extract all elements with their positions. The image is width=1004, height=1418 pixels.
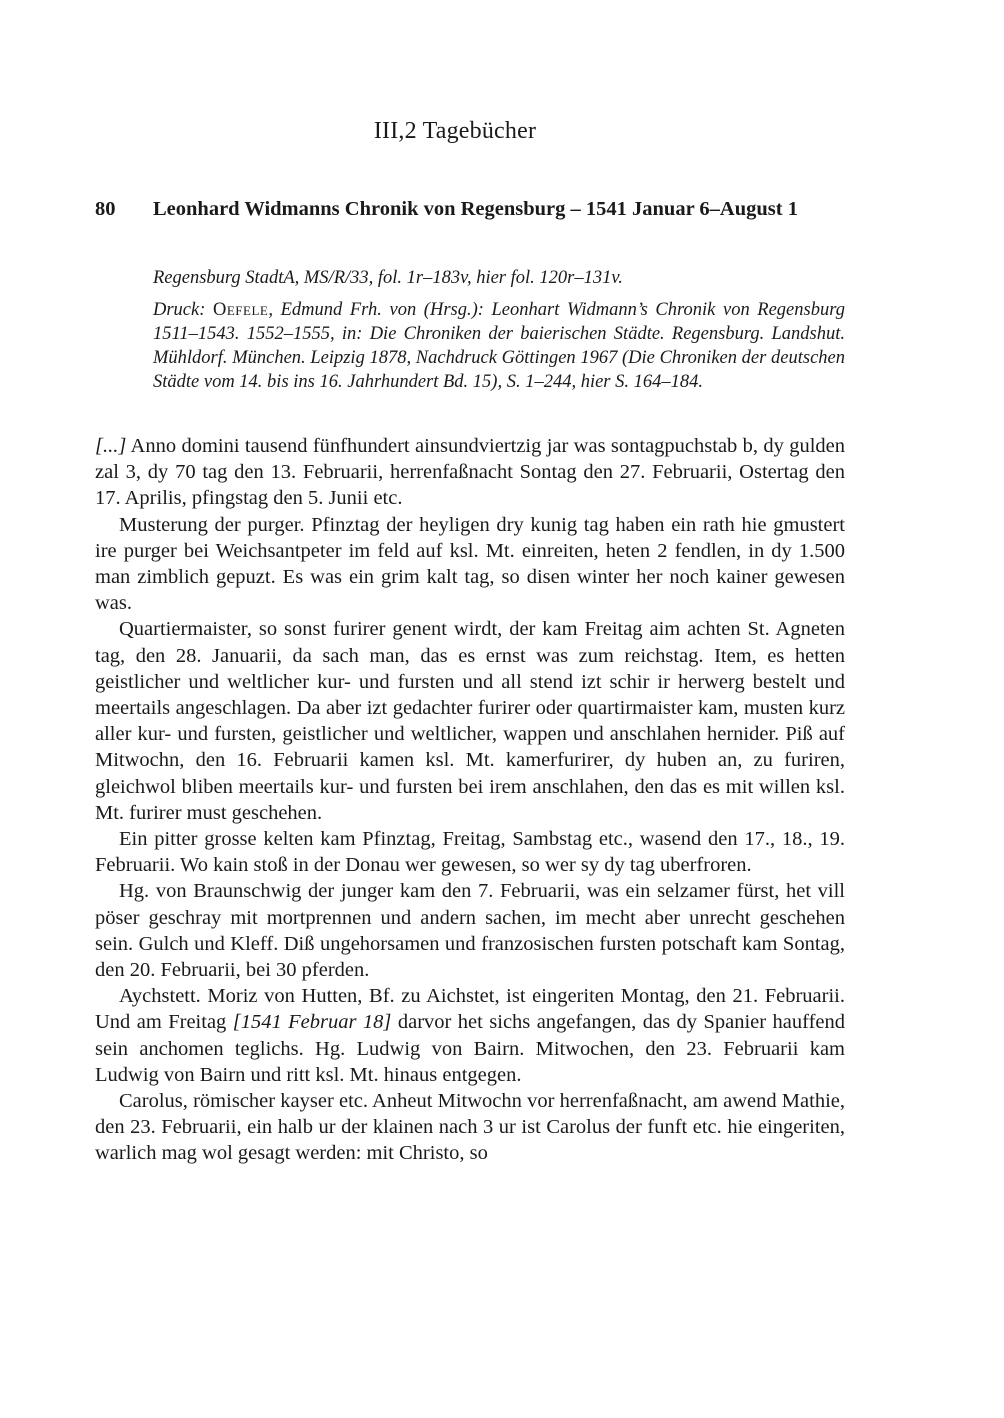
paragraph: Musterung der purger. Pfinztag der heyligen dry kunig tag haben ein rath hie gmustert ire purger bei Weichsantpeter im feld auf ksl. Mt. einreiten, heten 2 fendlen, in dy 1.500 man zimblich gepuzt. Es was ein grim kalt tag, so disen winter her noch kainer gewesen was.: [95, 513, 845, 615]
print-prefix: Druck:: [153, 300, 213, 320]
paragraph: [95, 433, 845, 512]
paragraph-text: Aychstett. Moriz von Hutten, Bf. zu Aichstet, ist eingeriten Montag, den 21. Februarii. Und am Freitag: [95, 985, 845, 1034]
source-citation: Regensburg StadtA, MS/R/33, fol. 1r–183v, hier fol. 120r–131v.: [153, 268, 623, 288]
paragraph-text: Anno domini tausend fünfhundert ainsundviertzig jar was sontagpuchstab b, dy gulden zal 3, dy 70 tag den 13. Februarii, herrenfaßnacht Sontag den 27. Februarii, Ostertag den 17. Aprilis, pfingstag den 5. Junii etc.: [95, 435, 845, 510]
print-citation: [153, 298, 845, 394]
entry-number: 80: [95, 198, 116, 220]
paragraph: [95, 983, 845, 1088]
print-rest: , Edmund Frh. von (Hrsg.): Leonhart Widmann’s Chronik von Regensburg 1511–1543. 1552–1555, in: Die Chroniken der baierischen Städte. Regensburg. Landshut. Mühldorf. München. Leipzig 1878, Nachdruck Göttingen 1967 (Die Chroniken der deutschen Städte vom 14. bis ins 16. Jahrhundert Bd. 15), S. 1–244, hier S. 164–184.: [153, 300, 845, 392]
editorial-date: [1541 Februar 18]: [232, 1011, 392, 1034]
paragraph: Ein pitter grosse kelten kam Pfinztag, Freitag, Sambstag etc., wasend den 17., 18., 19. Februarii. Wo kain stoß in der Donau wer gewesen, so wer sy dy tag uberfroren.: [95, 828, 845, 877]
omission-mark: [...]: [95, 435, 127, 457]
paragraph: Hg. von Braunschwig der junger kam den 7. Februarii, was ein selzamer fürst, het vill pöser geschray mit mortprennen und andern sachen, im mecht aber unrecht geschehen sein. Gulch und Kleff. Diß ungehorsamen und franzosischen fursten potschaft kam Sontag, den 20. Februarii, bei 30 pferden.: [95, 880, 845, 982]
paragraph: Carolus, römischer kayser etc. Anheut Mitwochn vor herrenfaßnacht, am awend Mathie, den 23. Februarii, ein halb ur der klainen nach 3 ur ist Carolus der funft etc. hie eingeriten, warlich mag wol gesagt werden: mit Christo, so: [95, 1090, 845, 1165]
running-head: III,2 Tagebücher: [373, 118, 537, 144]
paragraph-text: darvor het sichs angefangen, das dy Spanier hauffend sein anchomen teglichs. Hg. Ludwig von Bairn. Mitwochen, den 23. Februarii kam Ludwig von Bairn und ritt ksl. Mt. hinaus entgegen.: [95, 1011, 845, 1086]
entry-title: Leonhard Widmanns Chronik von Regensburg – 1541 Januar 6–August 1: [153, 198, 798, 220]
paragraph: Quartiermaister, so sonst furirer genent wirdt, der kam Freitag aim achten St. Agneten tag, den 28. Januarii, da sach man, das es ernst was zum reichstag. Item, es hetten geistlicher und weltlicher kur- und fursten und all stend izt schir ir herwerg bestelt und meertails angeschlagen. Da aber izt gedachter furirer oder quartirmaister kam, musten kurz aller kur- und fursten, geistlicher und weltlicher, wappen und anschlahen hernider. Piß auf Mitwochn, den 16. Februarii kamen ksl. Mt. kamerfurirer, dy huben an, zu furiren, gleichwol bliben meertails kur- und fursten bei irem anschlahen, den das es mit willen ksl. Mt. furirer must geschehen.: [95, 618, 845, 824]
print-author: Oefele: [213, 300, 269, 320]
entry-heading: [95, 197, 845, 222]
chronicle-text: [95, 433, 845, 1167]
